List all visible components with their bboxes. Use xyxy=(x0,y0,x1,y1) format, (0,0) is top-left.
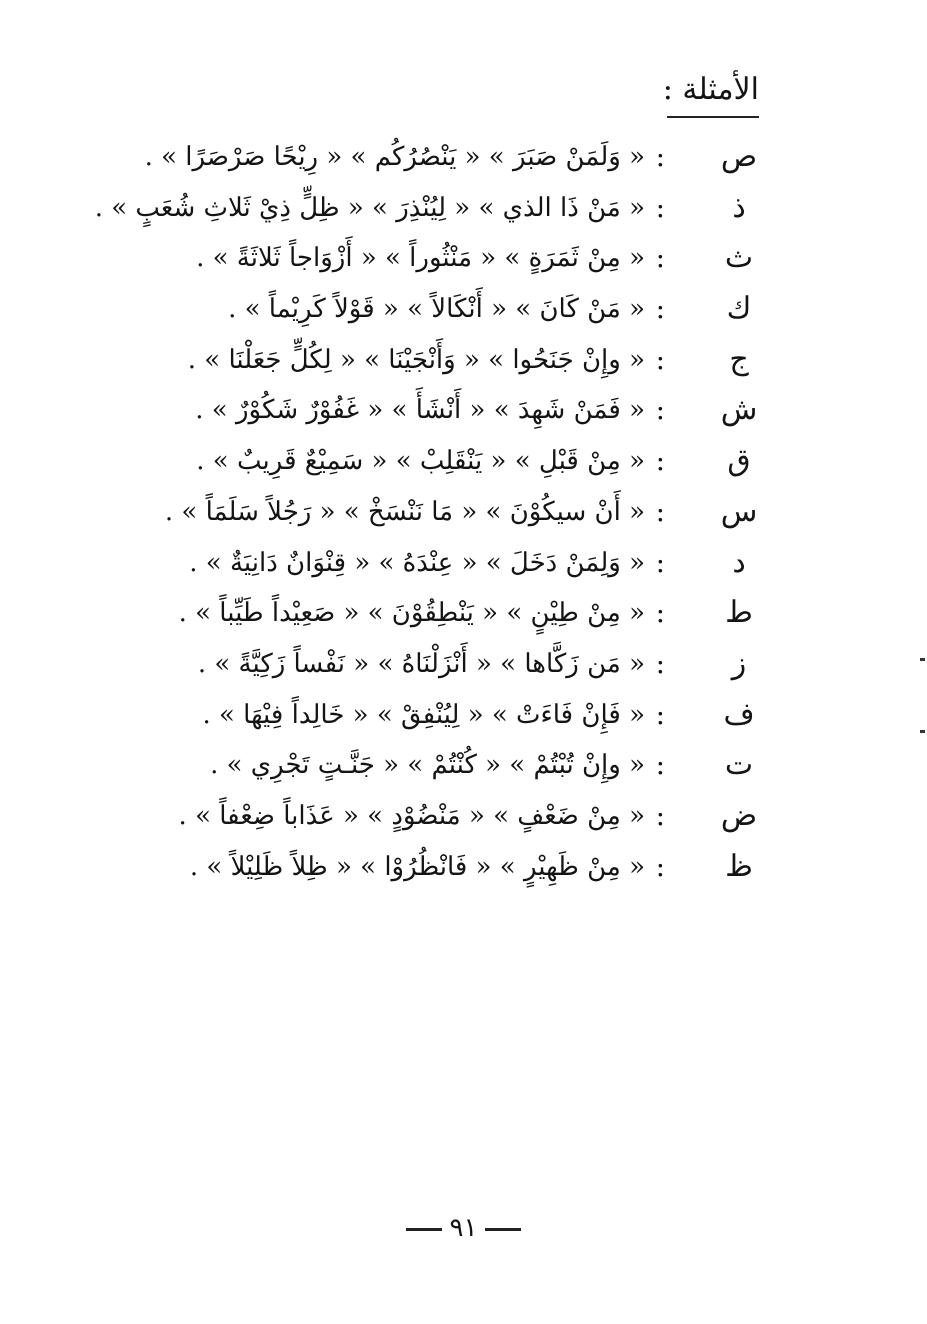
row-colon: : xyxy=(655,748,665,782)
row-colon: : xyxy=(655,697,665,731)
page-number-footer xyxy=(0,1210,927,1246)
page-number: ٩١ xyxy=(449,1213,478,1243)
list-item xyxy=(0,690,927,741)
row-letter: ش xyxy=(720,392,758,428)
row-letter: ذ xyxy=(732,189,746,225)
row-examples: « فَمَنْ شَهِدَ » « أَنْشَأَ » « غَفُوْرٌ شَكُوْرٌ » . xyxy=(195,395,645,426)
examples-list xyxy=(0,132,927,892)
row-examples: « مِنْ ظَهِيْرٍ » « فَانْظُرُوْا » « ظِلاً ظَلِيْلاً » . xyxy=(189,851,645,882)
row-colon: : xyxy=(655,342,665,376)
row-letter: د xyxy=(732,544,746,580)
list-item xyxy=(0,132,927,183)
margin-tick-mark xyxy=(920,730,925,733)
row-letter: ت xyxy=(724,747,754,783)
row-letter: ز xyxy=(731,645,747,681)
row-examples: « مَنْ كَانَ » « أَنْكَالاً » « قَوْلاً كَرِيْماً » . xyxy=(228,294,645,325)
row-examples: « مِنْ ثَمَرَةٍ » « مَنْثُوراً » « أَزْوَاجاً ثَلاثَةً » . xyxy=(196,243,645,274)
row-examples: « مِنْ قَبْلِ » « يَنْقَلِبْ » « سَمِيْعٌ قَرِيبٌ » . xyxy=(196,446,645,477)
row-letter: ص xyxy=(720,139,758,174)
list-item xyxy=(0,436,927,487)
row-examples: « مِنْ طِيْنٍ » « يَنْطِقُوْنَ » « صَعِيْداً طَيِّباً » . xyxy=(178,598,645,629)
list-item xyxy=(0,588,927,639)
row-letter: ث xyxy=(724,240,754,276)
list-item xyxy=(0,233,927,284)
row-colon: : xyxy=(655,444,665,478)
list-item xyxy=(0,740,927,791)
row-colon: : xyxy=(655,596,665,630)
row-letter: س xyxy=(720,493,758,529)
row-examples: « وَلِمَنْ دَخَلَ » « عِنْدَهُ » « قِنْوَانٌ دَانِيَةٌ » . xyxy=(189,547,645,578)
row-letter: ظ xyxy=(725,848,753,884)
row-examples: « أَنْ سيكُوْنَ » « مَا نَنْسَخْ » « رَجُلاً سَلَمَاً » . xyxy=(164,496,645,527)
row-colon: : xyxy=(655,190,665,224)
row-examples: « وإِنْ تُبْتُمْ » « كُنْتُمْ » « جَنَّـتٍ تَجْرِي » . xyxy=(210,750,645,781)
row-colon: : xyxy=(655,798,665,832)
section-heading: الأمثلة : xyxy=(662,72,759,107)
row-colon: : xyxy=(655,494,665,528)
list-item xyxy=(0,385,927,436)
row-examples: « مَنْ ذَا الذي » « لِيُنْذِرَ » « ظِلٍّ ذِيْ ثَلاثِ شُعَبٍ » . xyxy=(94,192,645,223)
list-item xyxy=(0,639,927,690)
row-examples: « مِنْ ضَعْفٍ » « مَنْضُوْدٍ » « عَذَاباً ضِعْفاً » . xyxy=(178,800,645,831)
margin-tick-mark xyxy=(920,658,925,661)
heading-underline xyxy=(667,116,759,118)
list-item xyxy=(0,335,927,386)
row-colon: : xyxy=(655,393,665,427)
list-item xyxy=(0,791,927,842)
list-item xyxy=(0,284,927,335)
row-letter: ض xyxy=(720,797,758,833)
row-letter: ف xyxy=(723,696,755,732)
row-letter: ط xyxy=(725,595,753,631)
row-letter: ق xyxy=(727,443,751,479)
row-examples: « مَن زَكَّاها » « أَنْزَلْنَاهُ » « نَفْساً زَكِيَّةً » . xyxy=(197,648,645,679)
row-colon: : xyxy=(655,292,665,326)
list-item xyxy=(0,487,927,538)
row-colon: : xyxy=(655,646,665,680)
list-item xyxy=(0,538,927,589)
row-examples: « وإِنْ جَنَحُوا » « وَأَنْجَيْنَا » « لِكُلٍّ جَعَلْنَا » . xyxy=(187,344,645,375)
row-letter: ج xyxy=(729,341,749,377)
row-colon: : xyxy=(655,849,665,883)
row-colon: : xyxy=(655,241,665,275)
list-item xyxy=(0,183,927,234)
row-colon: : xyxy=(655,140,665,173)
row-examples: « وَلَمَنْ صَبَرَ » « يَنْصُرُكُم » « رِيْحًا صَرْصَرًا » . xyxy=(144,142,645,172)
row-examples: « فَإِنْ فَاءَتْ » « لِيُنْفِقْ » « خَالِداً فِيْهَا » . xyxy=(202,699,645,730)
row-letter: ك xyxy=(726,291,752,327)
list-item xyxy=(0,842,927,893)
row-colon: : xyxy=(655,545,665,579)
folio-dash-right xyxy=(485,1228,521,1231)
folio-dash-left xyxy=(406,1228,442,1231)
